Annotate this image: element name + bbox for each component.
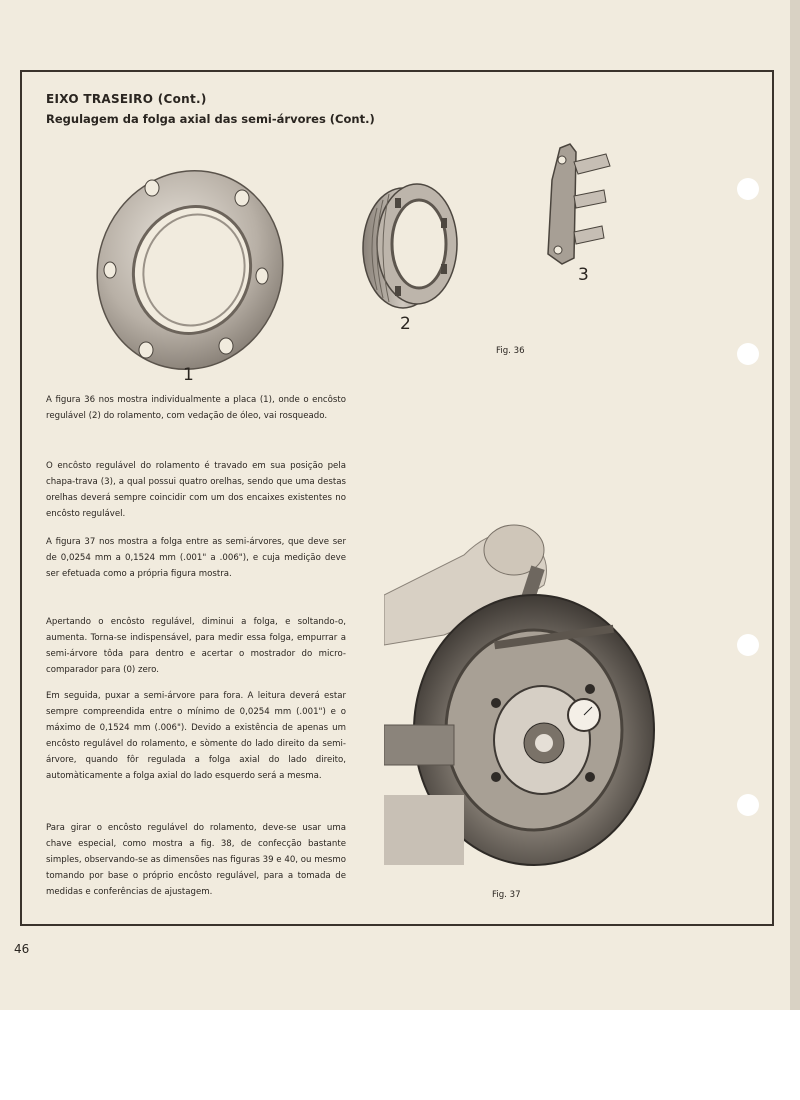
figure-36-caption: Fig. 36 <box>496 346 525 356</box>
paragraph-5: Em seguida, puxar a semi-árvore para fora. A leitura deverá estar sempre compreendida entre o mínimo de 0,0254 mm (.001") e o máximo de 0,1524 mm (.006"). Devido a existência de apenas um encôsto regulável do rolamento, e sòmente do lado direito da semi-árvore, quando fôr regulada a folga axial do lado direito, automàticamente a folga axial do lado esquerdo será a mesma. <box>46 691 346 781</box>
flange-plate-illustration <box>80 160 290 375</box>
paragraph-4: Apertando o encôsto regulável, diminui a folga, e soltando-o, aumenta. Torna-se indispensável, para medir essa folga, empurrar a semi-árvore tôda para dentro e acertar o mostrador do micro-comparador para (0) zero. <box>46 617 346 675</box>
lock-plate-illustration <box>540 140 620 270</box>
part-label-1: 1 <box>183 365 194 385</box>
section-title: EIXO TRASEIRO (Cont.) <box>46 92 207 106</box>
paragraph-2: O encôsto regulável do rolamento é travado em sua posição pela chapa-trava (3), a qual possui quatro orelhas, sendo que uma destas orelhas deverá sempre coincidir com um dos encaixes existentes no encôsto regulável. <box>46 461 346 519</box>
paragraph-3: A figura 37 nos mostra a folga entre as semi-árvores, que deve ser de 0,0254 mm a 0,1524 mm (.001" a .006"), e cuja medição deve ser efetuada como a própria figura mostra. <box>46 537 346 579</box>
paragraph-1: A figura 36 nos mostra individualmente a placa (1), onde o encôsto regulável (2) do rolamento, com vedação de óleo, vai rosqueado. <box>46 395 346 421</box>
part-label-3: 3 <box>578 265 589 285</box>
axial-play-measurement-photo <box>384 515 674 870</box>
page-edge <box>790 0 800 1010</box>
paragraph-6: Para girar o encôsto regulável do rolamento, deve-se usar uma chave especial, como mostra a fig. 38, de confecção bastante simples, observando-se as dimensões nas figuras 39 e 40, ou mesmo tomando por base o próprio encôsto regulável, para a tomada de medidas e conferências de ajustagem. <box>46 823 346 897</box>
section-subtitle: Regulagem da folga axial das semi-árvores (Cont.) <box>46 112 375 126</box>
part-label-2: 2 <box>400 314 411 334</box>
threaded-adjuster-illustration <box>355 178 465 313</box>
figure-37-caption: Fig. 37 <box>492 890 521 900</box>
page-number: 46 <box>14 942 30 956</box>
